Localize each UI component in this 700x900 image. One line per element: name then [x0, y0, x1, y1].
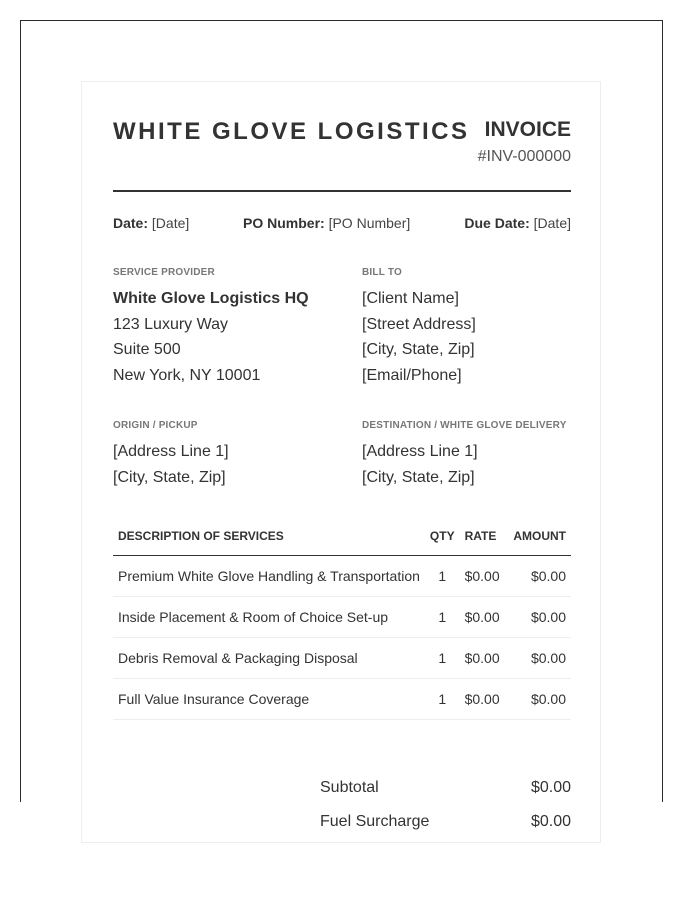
row-amount: $0.00	[508, 597, 571, 638]
origin-city: [City, State, Zip]	[113, 469, 226, 486]
header-rate: RATE	[460, 517, 509, 556]
meta-due-date	[464, 215, 571, 231]
row-description: Debris Removal & Packaging Disposal	[113, 638, 425, 679]
row-qty: 1	[425, 638, 460, 679]
client-city: [City, State, Zip]	[362, 341, 475, 358]
subtotal-value: $0.00	[530, 779, 571, 796]
provider-street: 123 Luxury Way	[113, 316, 229, 333]
header-qty: QTY	[425, 517, 460, 556]
row-description: Inside Placement & Room of Choice Set-up	[113, 597, 425, 638]
fuel-surcharge-label: Fuel Surcharge	[320, 813, 430, 830]
date-value: [Date]	[151, 215, 190, 231]
header-description: DESCRIPTION OF SERVICES	[113, 517, 425, 556]
meta-po-number	[243, 215, 410, 231]
row-qty: 1	[425, 597, 460, 638]
row-rate: $0.00	[460, 556, 509, 597]
origin-address: [Address Line 1]	[113, 443, 229, 460]
row-amount: $0.00	[508, 638, 571, 679]
row-amount: $0.00	[508, 679, 571, 720]
po-label: PO Number:	[243, 215, 325, 231]
table-row	[113, 638, 571, 679]
provider-city: New York, NY 10001	[113, 367, 261, 384]
po-value: [PO Number]	[328, 215, 411, 231]
row-qty: 1	[425, 556, 460, 597]
company-name: WHITE GLOVE LOGISTICS	[113, 118, 470, 145]
destination-address: [Address Line 1]	[362, 443, 478, 460]
row-rate: $0.00	[460, 597, 509, 638]
row-description: Premium White Glove Handling & Transportation	[113, 556, 425, 597]
header-amount: AMOUNT	[508, 517, 571, 556]
due-label: Due Date:	[464, 215, 530, 231]
date-label: Date:	[113, 215, 149, 231]
bill-to-label: BILL TO	[362, 267, 402, 278]
origin-label: ORIGIN / PICKUP	[113, 420, 198, 431]
due-value: [Date]	[533, 215, 571, 231]
client-name: [Client Name]	[362, 290, 459, 307]
row-qty: 1	[425, 679, 460, 720]
service-provider-label: SERVICE PROVIDER	[113, 267, 215, 278]
services-table	[113, 517, 571, 720]
meta-date	[113, 215, 189, 231]
client-contact: [Email/Phone]	[362, 367, 462, 384]
header-divider	[113, 190, 571, 192]
row-description: Full Value Insurance Coverage	[113, 679, 425, 720]
destination-label: DESTINATION / WHITE GLOVE DELIVERY	[362, 420, 567, 431]
client-street: [Street Address]	[362, 316, 476, 333]
invoice-number: #INV-000000	[477, 148, 571, 165]
table-row	[113, 556, 571, 597]
provider-suite: Suite 500	[113, 341, 181, 358]
table-header-row	[113, 517, 571, 556]
table-row	[113, 679, 571, 720]
invoice-document	[81, 81, 601, 843]
destination-city: [City, State, Zip]	[362, 469, 475, 486]
provider-name: White Glove Logistics HQ	[113, 290, 309, 307]
fuel-surcharge-value: $0.00	[530, 813, 571, 830]
row-amount: $0.00	[508, 556, 571, 597]
row-rate: $0.00	[460, 638, 509, 679]
invoice-title: INVOICE	[484, 118, 571, 141]
row-rate: $0.00	[460, 679, 509, 720]
subtotal-label: Subtotal	[320, 779, 379, 796]
table-row	[113, 597, 571, 638]
page-frame	[20, 20, 663, 830]
